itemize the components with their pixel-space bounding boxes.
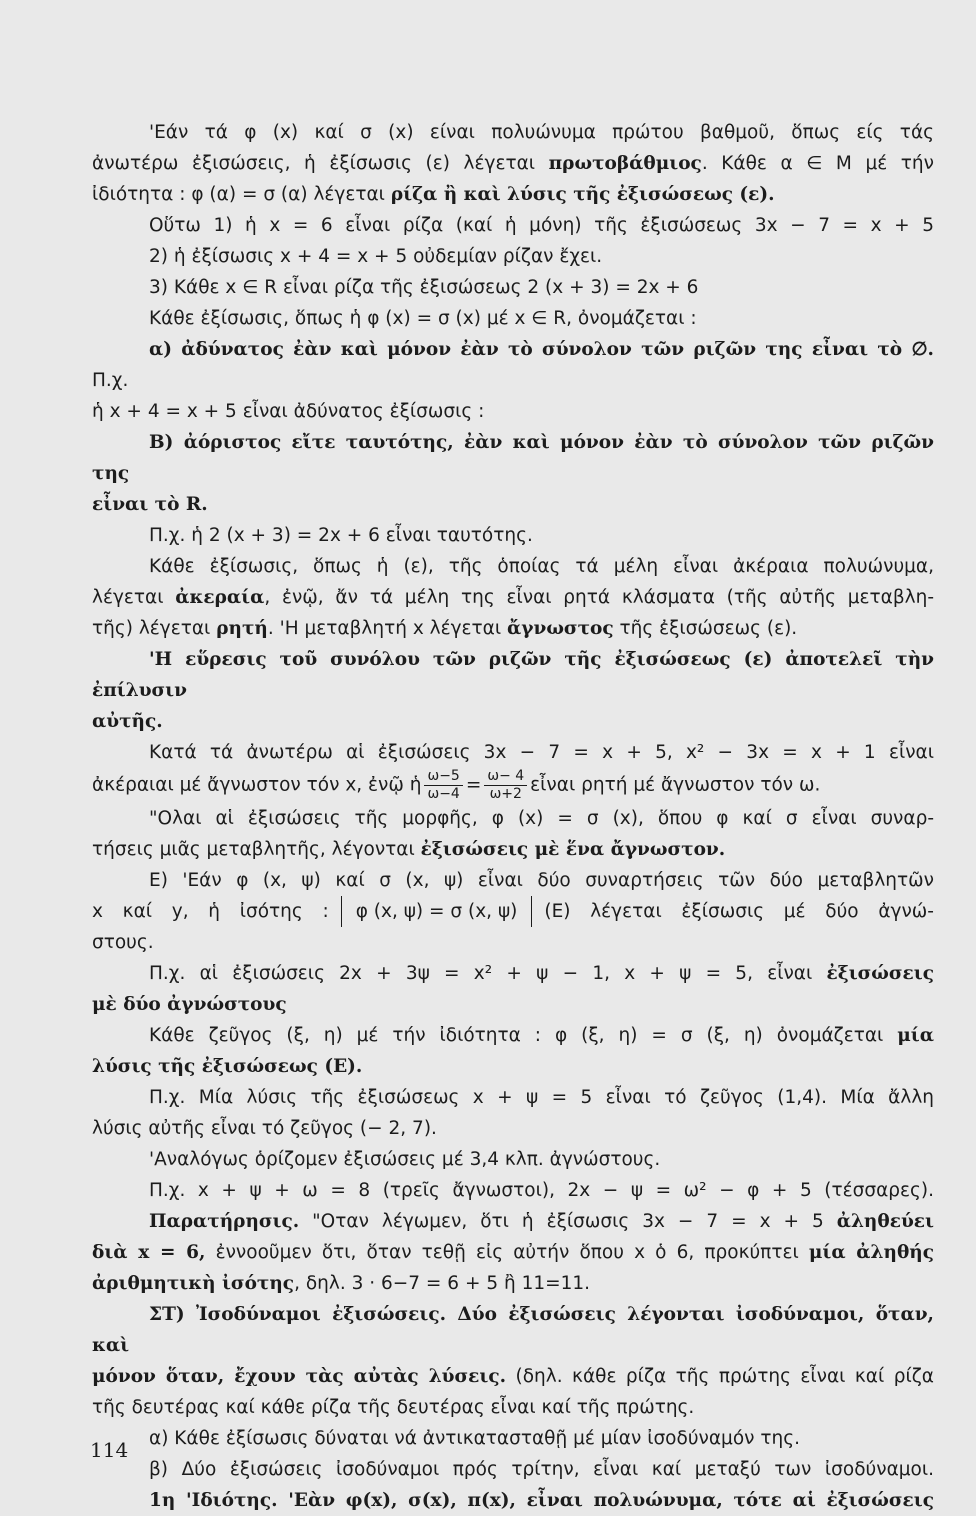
paragraph-line: 'Η εὕρεσις τοῦ συνόλου τῶν ριζῶν τῆς ἐξισώσεως (ε) ἀποτελεῖ τὴν ἐπίλυσιν	[92, 649, 934, 701]
fraction-1: $\frac{\omega-5}{\omega-4}$	[424, 768, 462, 803]
boxed-equation: φ (x, ψ) = σ (x, ψ)	[341, 896, 533, 927]
page-text	[92, 117, 934, 1516]
paragraph-line: Παρατήρησις. "Οταν λέγωμεν, ὅτι ἡ ἐξίσωσις 3x − 7 = x + 5 ἀληθεύει	[149, 1211, 934, 1232]
paragraph-line: αὐτῆς.	[92, 711, 163, 732]
term-integer: ἀκεραία	[175, 587, 265, 608]
paragraph-line: τῆς) λέγεται ρητή. 'Η μεταβλητή x λέγεται ἄγνωστος τῆς ἐξισώσεως (ε).	[92, 618, 798, 639]
paragraph-line: Π.χ. Μία λύσις τῆς ἐξισώσεως x + ψ = 5 εἶναι τό ζεῦγος (1,4). Μία ἄλλη	[149, 1087, 934, 1108]
term-first-degree: πρωτοβάθμιος	[548, 153, 702, 174]
paragraph-line: τῆς δευτέρας καί κάθε ρίζα τῆς δευτέρας εἶναι καί τῆς πρώτης.	[92, 1397, 695, 1418]
paragraph-line: Κάθε ἐξίσωσις, ὅπως ἡ (ε), τῆς ὁποίας τά μέλη εἶναι ἀκέραια πολυώνυμα,	[149, 556, 934, 577]
paragraph-line: "Ολαι αἱ ἐξισώσεις τῆς μορφῆς, φ (x) = σ (x), ὅπου φ καί σ εἶναι συναρ-	[149, 808, 934, 829]
paragraph-line: Κατά τά ἀνωτέρω αἱ ἐξισώσεις 3x − 7 = x + 5, x² − 3x = x + 1 εἶναι	[149, 742, 934, 763]
paragraph-line: Οὕτω 1) ἡ x = 6 εἶναι ρίζα (καί ἡ μόνη) τῆς ἐξισώσεως 3x − 7 = x + 5	[149, 215, 934, 236]
paragraph-line: 2) ἡ ἐξίσωσις x + 4 = x + 5 οὐδεμίαν ρίζαν ἔχει.	[149, 246, 603, 267]
paragraph-line: Π.χ. αἱ ἐξισώσεις 2x + 3ψ = x² + ψ − 1, x + ψ = 5, εἶναι ἐξισώσεις	[149, 963, 934, 984]
paragraph-line: Κάθε ζεῦγος (ξ, η) μέ τήν ἰδιότητα : φ (ξ, η) = σ (ξ, η) ὀνομάζεται μία	[149, 1025, 934, 1046]
paragraph-line: λύσις τῆς ἐξισώσεως (Ε).	[92, 1056, 363, 1077]
term-identity: Β) ἀόριστος εἴτε ταυτότης, ἐὰν καὶ μόνον ἐὰν τὸ σύνολον τῶν ριζῶν της	[92, 432, 934, 484]
paragraph-line: τήσεις μιᾶς μεταβλητῆς, λέγονται ἐξισώσεις μὲ ἕνα ἄγνωστον.	[92, 839, 726, 860]
paragraph-line: Κάθε ἐξίσωσις, ὅπως ἡ φ (x) = σ (x) μέ x ∈ R, ὀνομάζεται :	[149, 308, 697, 329]
paragraph-line: Π.χ. ἡ 2 (x + 3) = 2x + 6 εἶναι ταυτότης.	[149, 525, 533, 546]
paragraph-line: ἀνωτέρω ἐξισώσεις, ἡ ἐξίσωσις (ε) λέγεται πρωτοβάθμιος. Κάθε α ∈ Μ μέ τήν	[92, 153, 934, 174]
paragraph-line: μόνον ὅταν, ἔχουν τὰς αὐτὰς λύσεις. (δηλ. κάθε ρίζα τῆς πρώτης εἶναι καί ρίζα	[92, 1366, 934, 1387]
term-rational: ρητή	[216, 618, 268, 639]
term-unknown: ἄγνωστος	[507, 618, 614, 639]
paragraph-line: διὰ x = 6, ἐννοοῦμεν ὅτι, ὅταν τεθῇ εἰς αὐτήν ὅπου x ὁ 6, προκύπτει μία ἀληθής	[92, 1242, 934, 1263]
term-root: ρίζα ἢ καὶ λύσις τῆς ἐξισώσεως (ε).	[390, 184, 775, 205]
paragraph-line: ἡ x + 4 = x + 5 εἶναι ἀδύνατος ἐξίσωσις :	[92, 401, 485, 422]
paragraph-line: 'Αναλόγως ὁρίζομεν ἐξισώσεις μέ 3,4 κλπ. ἀγνώστους.	[149, 1149, 661, 1170]
paragraph-line: β) Δύο ἐξισώσεις ἰσοδύναμοι πρός τρίτην, εἶναι καί μεταξύ των ἰσοδύναμοι.	[149, 1459, 934, 1480]
paragraph-line: ἰδιότητα : φ (α) = σ (α) λέγεται ρίζα ἢ καὶ λύσις τῆς ἐξισώσεως (ε).	[92, 184, 775, 205]
term-one-unknown: ἐξισώσεις μὲ ἕνα ἄγνωστον.	[420, 839, 726, 860]
paragraph-line: εἶναι τὸ R.	[92, 494, 208, 515]
boxed-equation-line: x καί y, ἡ ἰσότης : φ (x, ψ) = σ (x, ψ) (Ε) λέγεται ἐξίσωσις μέ δύο ἀγνώ-	[92, 896, 934, 927]
paragraph-line: Ε) 'Εάν φ (x, ψ) καί σ (x, ψ) εἶναι δύο συναρτήσεις τῶν δύο μεταβλητῶν	[149, 870, 934, 891]
section-heading-equivalent: ΣΤ) Ἰσοδύναμοι ἐξισώσεις. Δύο ἐξισώσεις λέγονται ἰσοδύναμοι, ὅταν, καὶ	[92, 1304, 934, 1356]
term-remark: Παρατήρησις.	[149, 1211, 300, 1232]
fraction-2: $\frac{\omega- 4}{\omega+2}$	[484, 768, 527, 803]
paragraph-line: λέγεται ἀκεραία, ἐνῷ, ἄν τά μέλη της εἶναι ρητά κλάσματα (τῆς αὐτῆς μεταβλη-	[92, 587, 934, 608]
paragraph-line: 3) Κάθε x ∈ R εἶναι ρίζα τῆς ἐξισώσεως 2 (x + 3) = 2x + 6	[149, 277, 699, 298]
paragraph-line: ἀριθμητικὴ ἰσότης, δηλ. 3 · 6−7 = 6 + 5 ἢ 11=11.	[92, 1273, 591, 1294]
paragraph-line: μὲ δύο ἀγνώστους	[92, 994, 287, 1015]
page-number: 114	[90, 1438, 129, 1462]
paragraph-line: λύσις αὐτῆς εἶναι τό ζεῦγος (− 2, 7).	[92, 1118, 437, 1139]
term-equations: ἐξισώσεις	[826, 963, 934, 984]
fraction-line: ἀκέραιαι μέ ἄγνωστον τόν x, ἐνῷ ἡ $\frac{\omega-5}{\omega-4}$ = $\frac{\omega- 4}{\omega+2}$ εἶναι ρητή μέ ἄγνωστον τόν ω.	[92, 768, 821, 802]
paragraph-line: 'Εάν τά φ (x) καί σ (x) είναι πολυώνυμα πρώτου βαθμοῦ, ὅπως είς τάς	[149, 122, 934, 143]
paragraph-line: α) ἀδύνατος ἐὰν καὶ μόνον ἐὰν τὸ σύνολον τῶν ριζῶν της εἶναι τὸ ∅. Π.χ.	[92, 339, 934, 391]
property-heading: 1η 'Ιδιότης. 'Εὰν φ(x), σ(x), π(x), εἶναι πολυώνυμα, τότε αἱ ἐξισώσεις	[149, 1490, 934, 1511]
paragraph-line: Π.χ. x + ψ + ω = 8 (τρεῖς ἄγνωστοι), 2x − ψ = ω² − φ + 5 (τέσσαρες).	[149, 1180, 934, 1201]
paragraph-line: στους.	[92, 932, 154, 953]
term-impossible: α) ἀδύνατος ἐὰν καὶ μόνον ἐὰν τὸ σύνολον τῶν ριζῶν της εἶναι τὸ ∅.	[149, 339, 934, 360]
paragraph-line: α) Κάθε ἐξίσωσις δύναται νά ἀντικατασταθῇ μέ μίαν ἰσοδύναμόν της.	[149, 1428, 800, 1449]
